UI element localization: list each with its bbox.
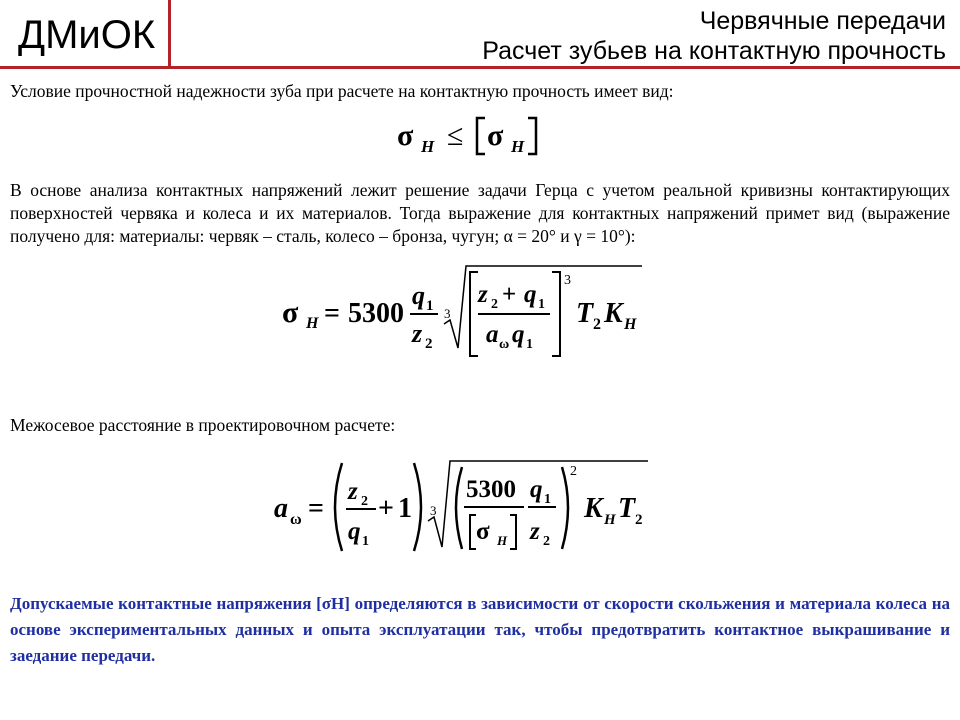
formula-symbol: 5300 — [466, 476, 516, 503]
formula-symbol: 1 — [538, 297, 545, 312]
formula-symbol: H — [497, 533, 508, 548]
formula-symbol: = — [308, 493, 324, 524]
f1-left-bracket — [477, 118, 485, 154]
hertz-paragraph: В основе анализа контактных напряжений лежит решение задачи Герца с учетом реальной кривизны контактирующих поверхностей червяка и колеса и их материалов. Тогда выражение для контактных напряжений примет вид (выражение получено для: материалы: червяк – сталь, колесо – бронза, чугун; α = 20° и γ = 10°): — [10, 180, 950, 246]
formula-symbol: H — [306, 315, 319, 332]
formula-symbol: T — [576, 298, 594, 329]
f1-sigma-allow: σ — [487, 119, 504, 152]
formula-symbol: q — [348, 518, 361, 545]
formula-symbol: a — [486, 321, 499, 348]
formula-symbol: 2 — [425, 336, 433, 352]
formula-symbol: H — [604, 512, 616, 528]
formula-symbol: T — [618, 493, 636, 524]
allowable-stress-note: Допускаемые контактные напряжения [σH] определяются в зависимости от скорости скольжения и материала колеса на основе экспериментальных данных и опыта эксплуатации так, чтобы предотвратить контактное выкрашивание и заедание передачи. — [10, 594, 950, 665]
formula-symbol: z — [348, 478, 358, 505]
intro-text: Условие прочностной надежности зуба при расчете на контактную прочность имеет вид: — [10, 81, 674, 101]
formula-symbol: 2 — [635, 512, 643, 528]
formula-symbol: 5300 — [348, 298, 404, 329]
formula-symbol: + — [502, 281, 517, 308]
formula-symbol: ω — [499, 337, 510, 352]
formula-symbol: 2 — [543, 534, 550, 549]
f1-right-bracket — [528, 118, 536, 154]
formula-symbol: 2 — [593, 316, 601, 333]
formula-symbol: q — [412, 281, 425, 310]
slide-title-line-1: Червячные передачи — [699, 7, 946, 35]
slide-title-line-2: Расчет зубьев на контактную прочность — [482, 37, 946, 65]
formula-symbol: q — [524, 281, 537, 308]
formula-symbol: 2 — [570, 464, 577, 479]
formula-symbol: 2 — [361, 494, 368, 509]
formula-symbol: = — [324, 298, 340, 329]
formula-symbol: 1 — [544, 492, 551, 507]
center-distance-formula — [272, 455, 662, 564]
formula-symbol: z — [530, 518, 540, 545]
formula-symbol: 1 — [426, 298, 434, 314]
formula-symbol: 3 — [444, 306, 451, 321]
formula-symbol: 1 — [526, 337, 533, 352]
formula-symbol: 3 — [430, 503, 437, 518]
formula-symbol: H — [624, 316, 637, 333]
f1-sigma: σ — [397, 119, 414, 152]
contact-stress-formula — [280, 262, 660, 367]
center-distance-intro: Межосевое расстояние в проектировочном расчете: — [10, 415, 396, 435]
formula-symbol: 1 — [398, 493, 412, 524]
formula-symbol: K — [604, 298, 623, 329]
formula-symbol: q — [530, 476, 543, 503]
slide-title — [482, 6, 946, 66]
formula-symbol: 3 — [564, 273, 571, 288]
formula-symbol: z — [412, 319, 423, 348]
formula-symbol: + — [378, 493, 394, 524]
formula-symbol: ω — [290, 511, 302, 528]
formula-symbol: q — [512, 321, 525, 348]
formula-symbol: σ — [282, 296, 299, 329]
formula-symbol: z — [478, 281, 488, 308]
formula-symbol: 2 — [491, 297, 498, 312]
f1-sub-h: H — [421, 137, 435, 156]
formula-symbol: σ — [476, 518, 490, 545]
formula-symbol: 1 — [362, 534, 369, 549]
strength-condition-formula — [395, 112, 555, 163]
f1-leq: ≤ — [447, 119, 464, 152]
f1-sub-h-allow: H — [511, 137, 525, 156]
header-rule — [168, 66, 960, 69]
logo-text: ДМиОК — [18, 13, 156, 57]
formula-symbol: a — [274, 493, 288, 524]
logo-box — [0, 0, 171, 69]
formula-symbol: K — [584, 493, 603, 524]
